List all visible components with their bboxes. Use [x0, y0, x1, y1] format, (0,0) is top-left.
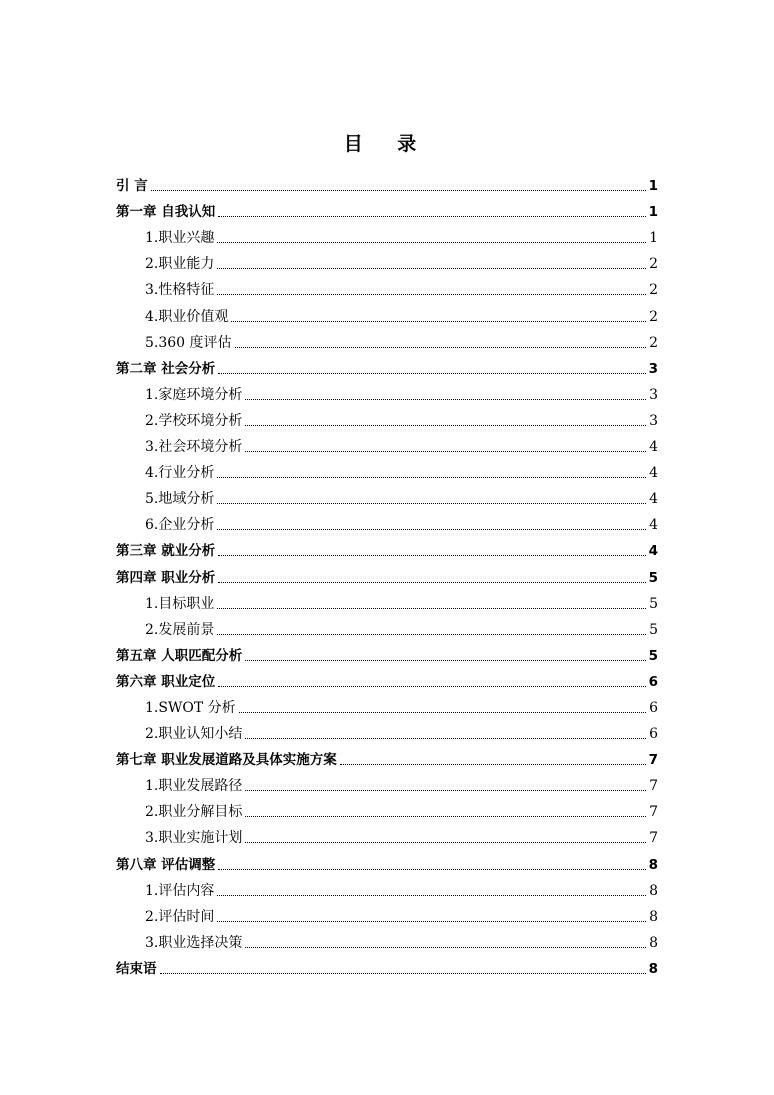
- toc-page-number: 1: [649, 230, 658, 247]
- toc-section-entry[interactable]: [116, 299, 658, 325]
- dot-leader: [217, 921, 646, 922]
- toc-section-entry[interactable]: [116, 378, 658, 404]
- toc-section-entry[interactable]: [116, 587, 658, 613]
- toc-page-number: 4: [649, 517, 658, 534]
- dot-leader: [218, 582, 645, 583]
- toc-entry-label: 1.目标职业: [145, 595, 215, 612]
- toc-entry-label: 2.学校环境分析: [145, 412, 243, 429]
- toc-page-number: 8: [648, 960, 658, 977]
- toc-chapter-entry[interactable]: [116, 352, 658, 378]
- toc-section-entry[interactable]: [116, 456, 658, 482]
- toc-section-entry[interactable]: [116, 273, 658, 299]
- toc-section-entry[interactable]: [116, 221, 658, 247]
- toc-entry-label: 第六章 职业定位: [116, 673, 216, 690]
- toc-page-number: 7: [649, 778, 658, 795]
- toc-entry-label: 3.职业选择决策: [145, 934, 243, 951]
- toc-entry-label: 第三章 就业分析: [116, 543, 216, 560]
- dot-leader: [217, 294, 646, 295]
- toc-entry-label: 第二章 社会分析: [116, 360, 216, 377]
- dot-leader: [245, 816, 646, 817]
- toc-entry-label: 2.职业认知小结: [145, 726, 243, 743]
- toc-section-entry[interactable]: [116, 404, 658, 430]
- toc-page-number: 7: [648, 752, 658, 769]
- toc-page-number: 8: [649, 908, 658, 925]
- toc-section-entry[interactable]: [116, 821, 658, 847]
- toc-entry-label: 3.职业实施计划: [145, 830, 243, 847]
- toc-entry-label: 5.360 度评估: [145, 334, 232, 351]
- dot-leader: [217, 242, 646, 243]
- toc-chapter-entry[interactable]: [116, 560, 658, 586]
- toc-entry-label: 1.职业发展路径: [145, 778, 243, 795]
- table-of-contents: [116, 169, 658, 978]
- toc-entry-label: 2.发展前景: [145, 621, 215, 638]
- toc-entry-label: 2.职业能力: [145, 256, 215, 273]
- toc-section-entry[interactable]: [116, 482, 658, 508]
- toc-entry-label: 1.职业兴趣: [145, 230, 215, 247]
- dot-leader: [245, 947, 646, 948]
- toc-chapter-entry[interactable]: [116, 847, 658, 873]
- toc-page-number: 7: [649, 830, 658, 847]
- toc-section-entry[interactable]: [116, 691, 658, 717]
- toc-page-number: 3: [648, 360, 658, 377]
- toc-page-number: 8: [649, 882, 658, 899]
- toc-entry-label: 4.职业价值观: [145, 308, 229, 325]
- toc-chapter-entry[interactable]: [116, 639, 658, 665]
- toc-entry-label: 第七章 职业发展道路及具体实施方案: [116, 752, 337, 769]
- dot-leader: [218, 686, 645, 687]
- toc-section-entry[interactable]: [116, 926, 658, 952]
- dot-leader: [245, 399, 646, 400]
- dot-leader: [151, 190, 646, 191]
- toc-entry-label: 5.地域分析: [145, 491, 215, 508]
- toc-section-entry[interactable]: [116, 795, 658, 821]
- toc-page-number: 5: [649, 595, 658, 612]
- toc-page-number: 5: [648, 569, 658, 586]
- toc-page-number: 2: [649, 334, 658, 351]
- toc-page-number: 4: [649, 491, 658, 508]
- toc-section-entry[interactable]: [116, 717, 658, 743]
- toc-page-number: 8: [649, 934, 658, 951]
- toc-section-entry[interactable]: [116, 613, 658, 639]
- toc-entry-label: 第一章 自我认知: [116, 204, 216, 221]
- toc-entry-label: 4.行业分析: [145, 465, 215, 482]
- toc-page-number: 4: [649, 439, 658, 456]
- dot-leader: [231, 321, 646, 322]
- toc-page-number: 1: [648, 178, 658, 195]
- dot-leader: [235, 347, 646, 348]
- toc-entry-label: 1.家庭环境分析: [145, 386, 243, 403]
- toc-page-number: 7: [649, 804, 658, 821]
- dot-leader: [245, 738, 646, 739]
- toc-section-entry[interactable]: [116, 874, 658, 900]
- toc-entry-label: 1.SWOT 分析: [145, 699, 236, 716]
- toc-section-entry[interactable]: [116, 326, 658, 352]
- dot-leader: [217, 477, 646, 478]
- dot-leader: [217, 608, 646, 609]
- toc-entry-label: 第四章 职业分析: [116, 569, 216, 586]
- toc-entry-label: 1.评估内容: [145, 882, 215, 899]
- toc-page-number: 6: [649, 726, 658, 743]
- toc-entry-label: 第八章 评估调整: [116, 856, 216, 873]
- toc-chapter-entry[interactable]: [116, 195, 658, 221]
- dot-leader: [218, 869, 645, 870]
- toc-entry-label: 6.企业分析: [145, 517, 215, 534]
- toc-section-entry[interactable]: [116, 430, 658, 456]
- dot-leader: [245, 660, 645, 661]
- toc-page-number: 2: [649, 282, 658, 299]
- toc-page-number: 3: [649, 386, 658, 403]
- toc-chapter-entry[interactable]: [116, 534, 658, 560]
- dot-leader: [217, 503, 646, 504]
- dot-leader: [245, 425, 646, 426]
- toc-entry-label: 结束语: [116, 960, 157, 977]
- dot-leader: [245, 451, 646, 452]
- toc-page-number: 4: [648, 543, 658, 560]
- dot-leader: [218, 373, 645, 374]
- toc-page-number: 3: [649, 412, 658, 429]
- dot-leader: [218, 555, 645, 556]
- dot-leader: [217, 895, 646, 896]
- toc-section-entry[interactable]: [116, 247, 658, 273]
- toc-entry-label: 3.性格特征: [145, 282, 215, 299]
- dot-leader: [218, 216, 645, 217]
- toc-chapter-entry[interactable]: [116, 169, 658, 195]
- dot-leader: [245, 790, 646, 791]
- toc-page-number: 5: [648, 647, 658, 664]
- toc-page-number: 6: [649, 699, 658, 716]
- toc-chapter-entry[interactable]: [116, 952, 658, 978]
- toc-section-entry[interactable]: [116, 769, 658, 795]
- toc-entry-label: 2.评估时间: [145, 908, 215, 925]
- toc-chapter-entry[interactable]: [116, 743, 658, 769]
- dot-leader: [245, 842, 646, 843]
- dot-leader: [217, 268, 646, 269]
- toc-page-number: 4: [649, 465, 658, 482]
- dot-leader: [340, 764, 646, 765]
- toc-page-number: 8: [648, 856, 658, 873]
- toc-chapter-entry[interactable]: [116, 665, 658, 691]
- toc-page-number: 6: [648, 673, 658, 690]
- toc-entry-label: 第五章 人职匹配分析: [116, 647, 243, 664]
- toc-section-entry[interactable]: [116, 900, 658, 926]
- toc-page-number: 5: [649, 621, 658, 638]
- dot-leader: [160, 973, 646, 974]
- toc-page-number: 1: [648, 204, 658, 221]
- toc-page-number: 2: [649, 308, 658, 325]
- toc-entry-label: 2.职业分解目标: [145, 804, 243, 821]
- toc-section-entry[interactable]: [116, 508, 658, 534]
- toc-page-number: 2: [649, 256, 658, 273]
- toc-title: 目 录: [343, 133, 431, 155]
- dot-leader: [217, 634, 646, 635]
- toc-entry-label: 3.社会环境分析: [145, 439, 243, 456]
- toc-entry-label: 引 言: [116, 178, 148, 195]
- dot-leader: [217, 529, 646, 530]
- dot-leader: [239, 712, 646, 713]
